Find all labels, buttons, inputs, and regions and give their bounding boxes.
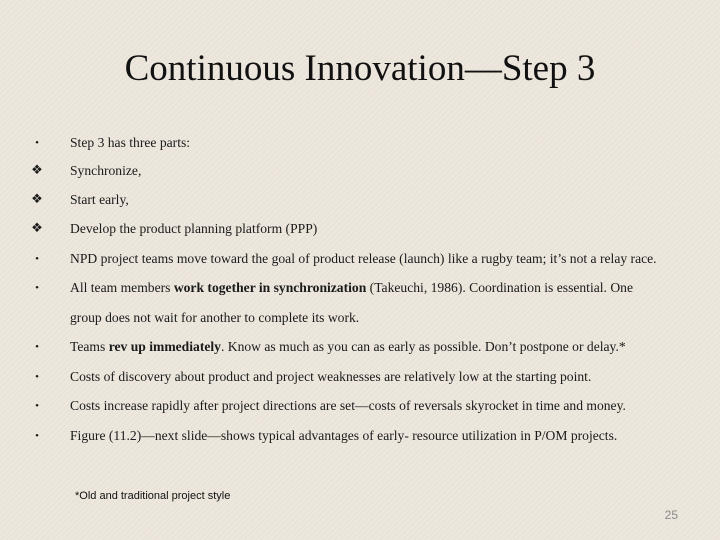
diamond-bullet-icon: ❖: [31, 192, 43, 207]
bullet-text: NPD project teams move toward the goal of product release (launch) like a rugby team; it’s not a relay race.: [70, 251, 657, 266]
bullet-icon: •: [35, 137, 39, 149]
bullet-text: Synchronize,: [70, 163, 142, 178]
bullet-text-continuation: group does not wait for another to complete its work.: [70, 310, 360, 325]
bullet-icon: •: [35, 282, 39, 294]
bullet-text: Costs increase rapidly after project directions are set—costs of reversals skyrocket in time and money.: [70, 398, 626, 413]
bullet-text: [70, 338, 626, 356]
slide-title: Continuous Innovation—Step 3: [124, 48, 596, 89]
bullet-icon: •: [35, 400, 39, 412]
bullet-text: Step 3 has three parts:: [70, 135, 191, 150]
bullet-text-post: . Know as much as you can as early as possible. Don’t postpone or delay.*: [220, 339, 626, 354]
slide-number: 25: [664, 508, 678, 522]
bullet-icon: •: [35, 371, 39, 383]
bullet-text: Costs of discovery about product and project weaknesses are relatively low at the starting point.: [70, 369, 592, 384]
bullet-text: Develop the product planning platform (PPP): [70, 221, 318, 236]
diamond-bullet-icon: ❖: [31, 221, 43, 236]
footnote: *Old and traditional project style: [75, 490, 231, 502]
bullet-text-emphasis: work together in synchronization: [173, 280, 367, 295]
bullet-icon: •: [35, 341, 39, 353]
bullet-text: Figure (11.2)—next slide—shows typical advantages of early- resource utilization in P/OM projects.: [70, 428, 618, 443]
diamond-bullet-icon: ❖: [31, 163, 43, 178]
bullet-text: [70, 279, 633, 297]
bullet-icon: •: [35, 430, 39, 442]
bullet-text-emphasis: rev up immediately: [108, 339, 221, 354]
bullet-text-pre: All team members: [70, 280, 174, 295]
bullet-text-pre: Teams: [70, 339, 109, 354]
bullet-text: Start early,: [70, 192, 129, 207]
bullet-text-post: (Takeuchi, 1986). Coordination is essential. One: [366, 280, 633, 295]
bullet-icon: •: [35, 253, 39, 265]
